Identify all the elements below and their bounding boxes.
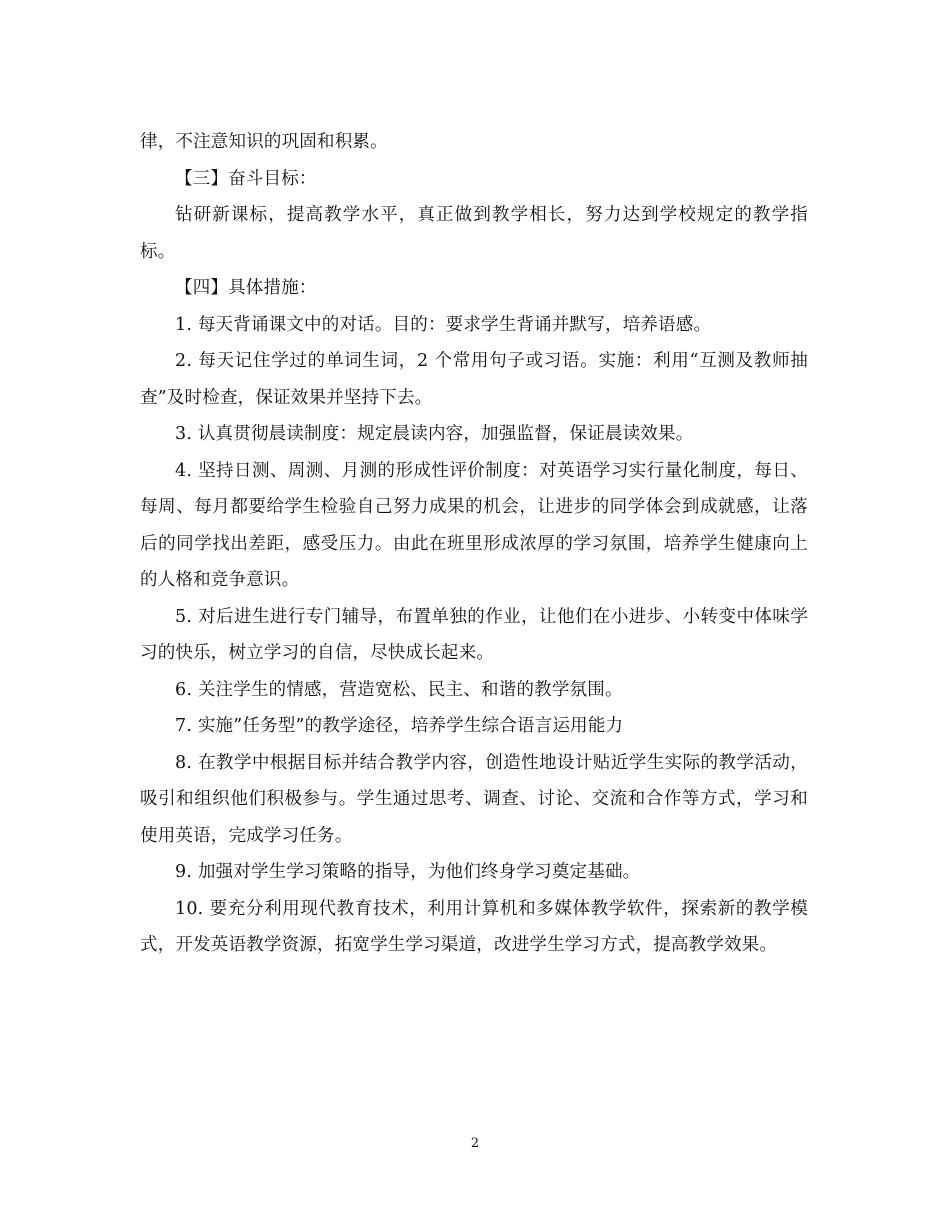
- measure-item-4: 4. 坚持日测、周测、月测的形成性评价制度：对英语学习实行量化制度，每日、每周、每月都要给学生检验自己努力成果的机会，让进步的同学体会到成就感，让落后的同学找出差距，感受压力。由此在班里形成浓厚的学习氛围，培养学生健康向上的人格和竞争意识。: [140, 460, 808, 590]
- measure-item-1: 1. 每天背诵课文中的对话。目的：要求学生背诵并默写，培养语感。: [175, 314, 712, 335]
- measure-item-6: 6. 关注学生的情感，营造宽松、民主、和谐的教学氛围。: [175, 679, 623, 700]
- section-heading-measures: 【四】具体措施：: [175, 278, 317, 298]
- measure-item-2: 2. 每天记住学过的单词生词，2 个常用句子或习语。实施：利用“互测及教师抽查”及时检查，保证效果并坚持下去。: [140, 351, 808, 408]
- page-number: 2: [470, 1136, 480, 1151]
- document-body: [140, 124, 808, 964]
- section-heading-goals: 【三】奋斗目标：: [175, 168, 317, 189]
- measure-item-9: 9. 加强对学生学习策略的指导，为他们终身学习奠定基础。: [175, 862, 641, 882]
- measure-item-5: 5. 对后进生进行专门辅导，布置单独的作业，让他们在小进步、小转变中体味学习的快乐，树立学习的自信，尽快成长起来。: [140, 606, 808, 663]
- measure-item-3: 3. 认真贯彻晨读制度：规定晨读内容，加强监督，保证晨读效果。: [175, 424, 694, 444]
- measure-item-7: 7. 实施”任务型”的教学途径，培养学生综合语言运用能力: [175, 716, 624, 736]
- paragraph-goals: 钻研新课标，提高教学水平，真正做到教学相长，努力达到学校规定的教学指标。: [140, 205, 808, 262]
- measure-item-10: 10. 要充分利用现代教育技术，利用计算机和多媒体教学软件，探索新的教学模式，开发英语教学资源，拓宽学生学习渠道，改进学生学习方式，提高教学效果。: [140, 898, 808, 955]
- paragraph-continued: 律，不注意知识的巩固和积累。: [140, 132, 388, 152]
- measure-item-8: 8. 在教学中根据目标并结合教学内容，创造性地设计贴近学生实际的教学活动，吸引和组织他们积极参与。学生通过思考、调查、讨论、交流和合作等方式，学习和使用英语，完成学习任务。: [140, 752, 808, 846]
